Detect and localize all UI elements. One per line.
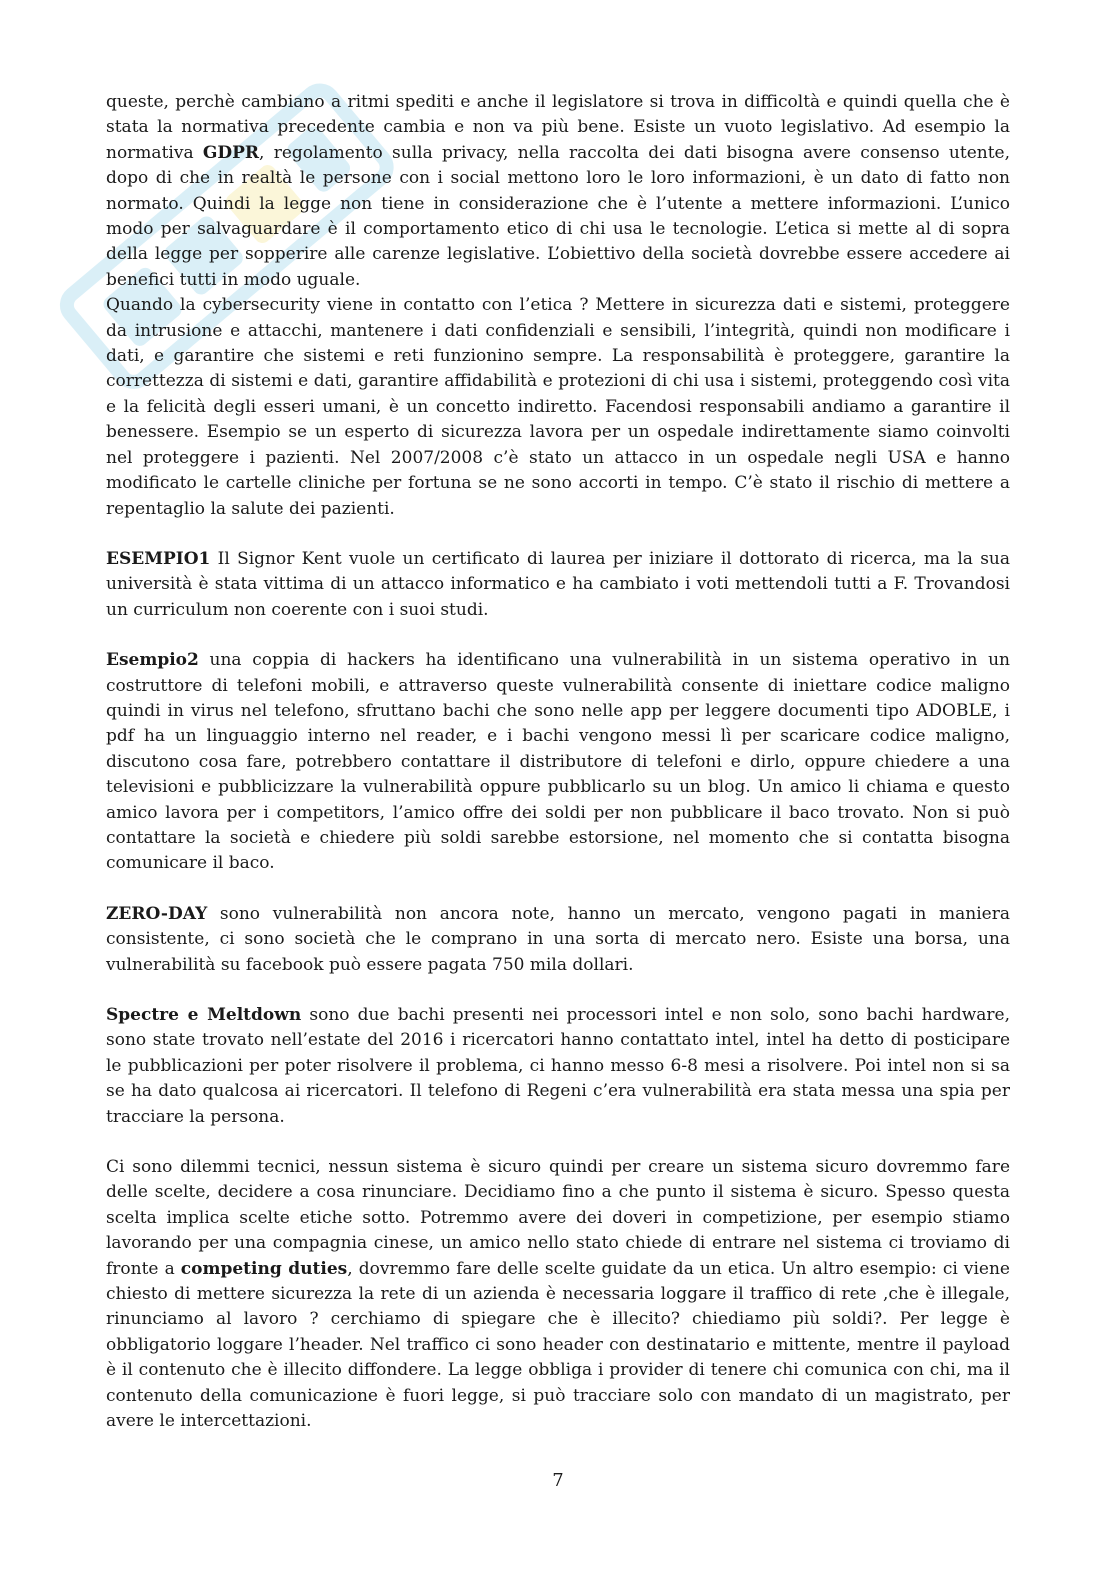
keyword-esempio2: Esempio2 bbox=[106, 650, 199, 671]
paragraph-cybersecurity-ethics bbox=[106, 293, 1010, 522]
keyword-competing-duties: competing duties bbox=[180, 1258, 348, 1279]
paragraph-spectre-meltdown bbox=[106, 1003, 1010, 1130]
paragraph-dilemmi-tecnici bbox=[106, 1155, 1010, 1434]
text-span: Il Signor Kent vuole un certificato di laurea per iniziare il dottorato di ricerca, ma la sua università è stata vittima di un attacco informatico e ha cambiato i voti mettendoli tutti a F. Trovandosi un curriculum non coerente con i suoi studi. bbox=[106, 548, 1010, 620]
keyword-spectre-meltdown: Spectre e Meltdown bbox=[106, 1005, 302, 1025]
paragraph-zero-day bbox=[106, 902, 1010, 978]
text-span: Ci sono dilemmi tecnici, nessun sistema è sicuro quindi per creare un sistema sicuro dovremmo fare delle scelte, decidere a cosa rinunciare. Decidiamo fino a che punto il sistema è sicuro. Spesso questa scelta implica scelte etiche sotto. Potremmo avere dei doveri in competizione, per esempio stiamo lavorando per una compagnia cinese, un amico nello stato chiede di entrare nel sistema ci troviamo di fronte a bbox=[106, 1157, 1010, 1279]
keyword-esempio1: ESEMPIO1 bbox=[106, 548, 211, 569]
paragraph-esempio2 bbox=[106, 648, 1010, 877]
text-span: queste, perchè cambiano a ritmi spediti e anche il legislatore si trova in difficoltà e quindi quella che è stata la normativa precedente cambia e non va più bene. Esiste un vuoto legislativo. Ad esempio la normativa bbox=[106, 92, 1010, 163]
text-span: sono vulnerabilità non ancora note, hanno un mercato, vengono pagati in maniera consistente, ci sono società che le comprano in una sorta di mercato nero. Esiste una borsa, una vulnerabilità su facebook può essere pagata 750 mila dollari. bbox=[106, 903, 1010, 975]
text-span: Quando la cybersecurity viene in contatto con l’etica ? Mettere in sicurezza dati e sistemi, proteggere da intrusione e attacchi, mantenere i dati confidenziali e sensibili, l’integrità, quindi non modificare i dati, e garantire che sistemi e reti funzionino sempre. La responsabilità è proteggere, garantire la correttezza di sistemi e dati, garantire affidabilità e protezioni di chi usa i sistemi, proteggendo così vita e la felicità degli esseri umani, è un concetto indiretto. Facendosi responsabili andiamo a garantire il benessere. Esempio se un esperto di sicurezza lavora per un ospedale indirettamente siamo coinvolti nel proteggere i pazienti. Nel 2007/2008 c’è stato un attacco in un ospedale negli USA e hanno modificato le cartelle cliniche per fortuna se ne sono accorti in tempo. C’è stato il rischio di mettere a repentaglio la salute dei pazienti. bbox=[106, 295, 1010, 519]
text-span: sono due bachi presenti nei processori intel e non solo, sono bachi hardware, sono state trovato nell’estate del 2016 i ricercatori hanno contattato intel, intel ha detto di posticipare le pubblicazioni per poter risolvere il problema, ci hanno messo 6-8 mesi a risolvere. Poi intel non si sa se ha dato qualcosa ai ricercatori. Il telefono di Regeni c’era vulnerabilità era stata messa una spia per tracciare la persona. bbox=[106, 1005, 1010, 1127]
page-number: 7 bbox=[552, 1470, 564, 1491]
paragraph-legislation bbox=[106, 90, 1010, 293]
text-span: , regolamento sulla privacy, nella raccolta dei dati bisogna avere consenso utente, dopo di che in realtà le persone con i social mettono loro le loro informazioni, è un dato di fatto non normato. Quindi la legge non tiene in considerazione che è l’utente a mettere informazioni. L’unico modo per salvaguardare è il comportamento etico di chi usa le tecnologie. L’etica si mette al di sopra della legge per sopperire alle carenze legislative. L’obiettivo della società dovrebbe essere accedere ai benefici tutti in modo uguale. bbox=[106, 142, 1010, 290]
keyword-gdpr: GDPR bbox=[202, 142, 260, 163]
text-span: , dovremmo fare delle scelte guidate da un etica. Un altro esempio: ci viene chiesto di mettere sicurezza la rete di un azienda è necessaria loggare il traffico di rete ,che è illegale, rinunciamo al lavoro ? cerchiamo di spiegare che è illecito? chiediamo più soldi?. Per legge è obbligatorio loggare l’header. Nel traffico ci sono header con destinatario e mittente, mentre il payload è il contenuto che è illecito diffondere. La legge obbliga i provider di tenere chi comunica con chi, ma il contenuto della comunicazione è fuori legge, si può tracciare solo con mandato di un magistrato, per avere le intercettazioni. bbox=[106, 1258, 1010, 1432]
paragraph-esempio1 bbox=[106, 547, 1010, 623]
keyword-zero-day: ZERO-DAY bbox=[106, 903, 208, 924]
text-span: una coppia di hackers ha identificano una vulnerabilità in un sistema operativo in un costruttore di telefoni mobili, e attraverso queste vulnerabilità consente di iniettare codice maligno quindi in virus nel telefono, sfruttano bachi che sono nelle app per leggere documenti tipo ADOBLE, i pdf ha un linguaggio interno nel reader, e i bachi vengono messi lì per scaricare codice maligno, discutono cosa fare, potrebbero contattare il distributore di telefoni e dirlo, oppure chiedere a una televisioni e pubblicizzare la vulnerabilità oppure pubblicarlo su un blog. Un amico li chiama e questo amico lavora per i competitors, l’amico offre dei soldi per non pubblicare il baco trovato. Non si può contattare la società e chiedere più soldi sarebbe estorsione, nel momento che si contatta bisogna comunicare il baco. bbox=[106, 650, 1010, 874]
document-body bbox=[106, 90, 1010, 1460]
